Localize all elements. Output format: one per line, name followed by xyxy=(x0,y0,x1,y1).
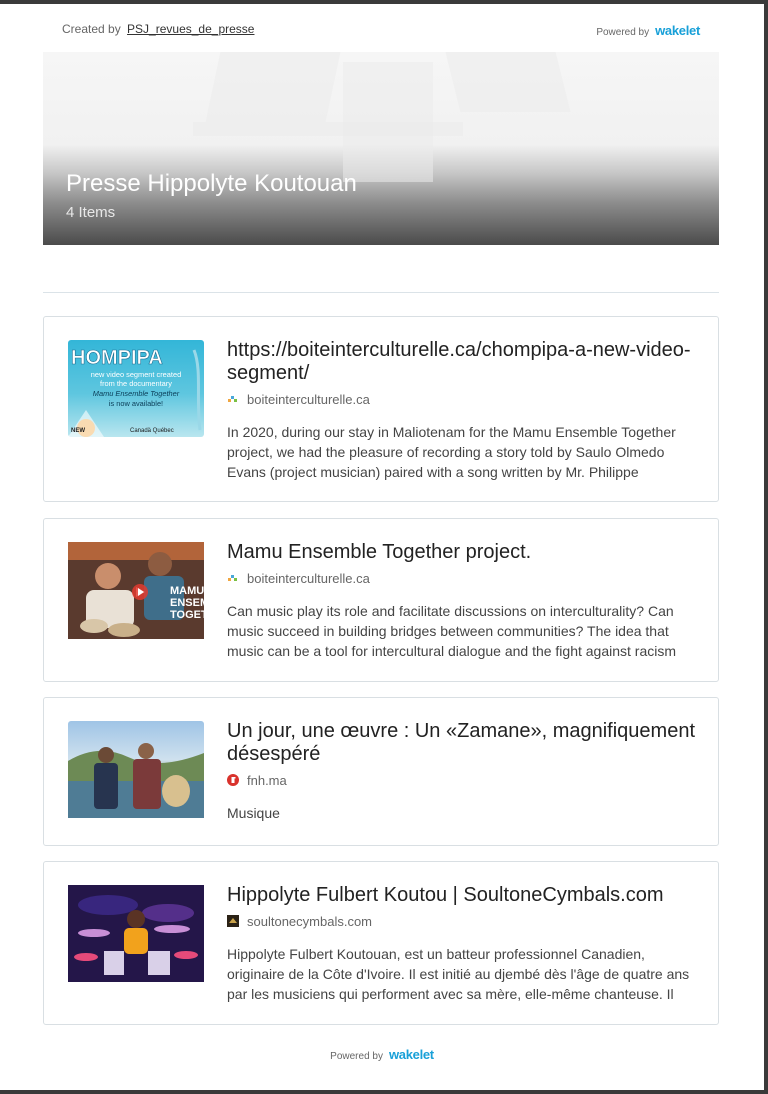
item-source-domain: fnh.ma xyxy=(247,773,287,788)
svg-text:Canadä Québec: Canadä Québec xyxy=(130,428,174,434)
item-thumbnail[interactable] xyxy=(68,542,218,639)
thumb-heading: HOMPIPA xyxy=(71,347,163,369)
item-description: Musique xyxy=(227,805,280,821)
item-description: Can music play its role and facilitate discussions on interculturality? Can music succeed in building bridges between communities? The idea that music can be a tool for intercultural dialogue and the fight against racism xyxy=(227,603,677,659)
item-source-domain: boiteinterculturelle.ca xyxy=(247,392,370,407)
created-by-label: Created by xyxy=(62,22,121,36)
item-source[interactable] xyxy=(227,392,370,407)
item-title[interactable]: Hippolyte Fulbert Koutou | SoultoneCymbals.com xyxy=(227,884,664,906)
footer-powered-by[interactable] xyxy=(0,1047,764,1062)
divider xyxy=(43,292,719,293)
list-item-card[interactable] xyxy=(43,861,719,1025)
item-description: In 2020, during our stay in Maliotenam for the Mamu Ensemble Together project, we had the pleasure of recording a story told by Saulo Olmedo Evans (project musician) paired with a song written by Mr. Philippe xyxy=(227,424,676,480)
hero-background-shape xyxy=(446,52,571,112)
powered-by-top[interactable] xyxy=(596,23,700,38)
mamu-thumbnail-art xyxy=(68,542,218,639)
list-item-card[interactable] xyxy=(43,697,719,846)
powered-by-label: Powered by xyxy=(596,27,650,38)
fnh-favicon xyxy=(227,774,239,786)
drummer-thumbnail-art xyxy=(68,885,204,982)
item-source-domain: boiteinterculturelle.ca xyxy=(247,571,370,586)
item-title[interactable]: Un jour, une œuvre : Un «Zamane», magnifiquement désespéré xyxy=(227,720,696,765)
thumb-overlay-text: MAMU ENSEMB TOGETH xyxy=(170,585,218,621)
zamane-thumbnail-art xyxy=(68,721,204,818)
list-item-card[interactable] xyxy=(43,518,719,682)
item-source[interactable] xyxy=(227,571,370,586)
top-bar xyxy=(0,4,764,48)
item-source[interactable] xyxy=(227,914,372,929)
hero-background-shape xyxy=(206,52,341,122)
boiteinterculturelle-favicon xyxy=(227,393,239,405)
item-description: Hippolyte Fulbert Koutouan, est un batteur professionnel Canadien, originaire de la Côte d'Ivoire. Il est initié au djembé dès l'âge de quatre ans par les musiciens qui performent avec sa mère, elle-même chanteuse. Il xyxy=(227,946,690,1002)
chompipa-thumbnail-art xyxy=(68,340,204,437)
svg-text:is now available!: is now available! xyxy=(108,399,164,408)
soultone-favicon xyxy=(227,915,239,927)
item-count: 4 Items xyxy=(66,204,116,221)
author-link[interactable]: PSJ_revues_de_presse xyxy=(127,22,255,36)
wakelet-logo: wakelet xyxy=(388,1047,434,1062)
item-source[interactable] xyxy=(227,773,287,788)
collection-header xyxy=(43,52,719,245)
wakelet-logo: wakelet xyxy=(655,23,700,38)
boiteinterculturelle-favicon xyxy=(227,572,239,584)
svg-text:Mamu Ensemble Together: Mamu Ensemble Together xyxy=(92,389,180,398)
hero-background-shape xyxy=(193,122,463,136)
list-item-card[interactable] xyxy=(43,316,719,502)
item-source-domain: soultonecymbals.com xyxy=(247,914,372,929)
item-title[interactable]: Mamu Ensemble Together project. xyxy=(227,541,532,563)
svg-text:NEW: NEW xyxy=(71,428,85,434)
svg-text:from the documentary: from the documentary xyxy=(100,379,172,388)
item-thumbnail[interactable] xyxy=(68,885,204,982)
wakelet-export-page xyxy=(0,4,764,1090)
svg-text:new video segment created: new video segment created xyxy=(90,370,182,379)
collection-title: Presse Hippolyte Koutouan xyxy=(66,170,357,197)
item-thumbnail[interactable] xyxy=(68,721,204,818)
item-thumbnail[interactable] xyxy=(68,340,204,437)
powered-by-label: Powered by xyxy=(330,1051,383,1062)
created-by xyxy=(62,22,254,36)
item-title[interactable]: https://boiteinterculturelle.ca/chompipa-a-new-video-segment/ xyxy=(227,339,691,384)
